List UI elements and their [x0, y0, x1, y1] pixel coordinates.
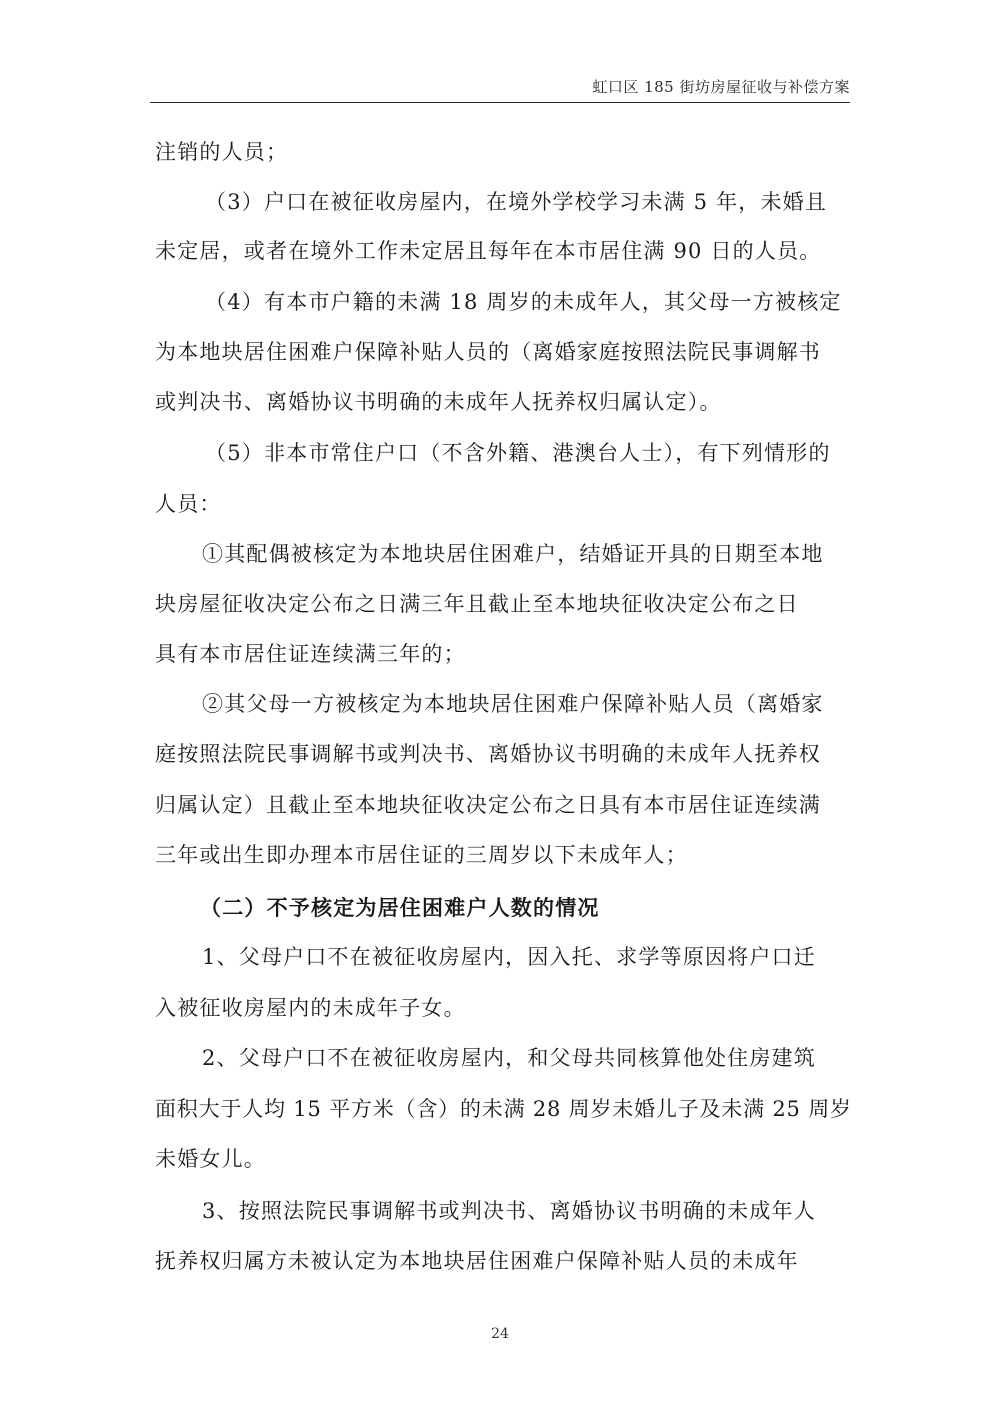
page-header	[150, 72, 850, 100]
text-line: 抚养权归属方未被认定为本地块居住困难户保障补贴人员的未成年	[155, 1249, 799, 1273]
text-line: 人员：	[155, 492, 222, 516]
page-number: 24	[491, 1326, 509, 1342]
text-line: 面积大于人均 15 平方米（含）的未满 28 周岁未婚儿子及未满 25 周岁	[155, 1097, 852, 1121]
text-line: 具有本市居住证连续满三年的；	[155, 642, 466, 666]
text-line: 未定居，或者在境外工作未定居且每年在本市居住满 90 日的人员。	[155, 239, 822, 263]
text-line: （4）有本市户籍的未满 18 周岁的未成年人，其父母一方被核定	[205, 290, 842, 314]
text-line: 1、父母户口不在被征收房屋内，因入托、求学等原因将户口迁	[202, 945, 816, 969]
text-line: 归属认定）且截止至本地块征收决定公布之日具有本市居住证连续满	[155, 793, 821, 817]
text-line: 或判决书、离婚协议书明确的未成年人抚养权归属认定）。	[155, 390, 722, 414]
text-line: 3、按照法院民事调解书或判决书、离婚协议书明确的未成年人	[202, 1199, 816, 1223]
header-title: 虹口区 185 街坊房屋征收与补偿方案	[592, 78, 850, 96]
text-line: 块房屋征收决定公布之日满三年且截止至本地块征收决定公布之日	[155, 592, 799, 616]
text-line: ②其父母一方被核定为本地块居住困难户保障补贴人员（离婚家	[202, 692, 824, 716]
text-line: 为本地块居住困难户保障补贴人员的（离婚家庭按照法院民事调解书	[155, 340, 821, 364]
section-heading: （二）不予核定为居住困难户人数的情况	[200, 895, 600, 920]
text-line: （5）非本市常住户口（不含外籍、港澳台人士），有下列情形的	[205, 441, 831, 465]
text-line: 未婚女儿。	[155, 1147, 266, 1171]
text-line: 入被征收房屋内的未成年子女。	[155, 996, 466, 1020]
text-line: 三年或出生即办理本市居住证的三周岁以下未成年人；	[155, 843, 688, 867]
text-line: （3）户口在被征收房屋内，在境外学校学习未满 5 年，未婚且	[205, 190, 828, 214]
text-line: 注销的人员；	[155, 140, 289, 164]
text-line: 庭按照法院民事调解书或判决书、离婚协议书明确的未成年人抚养权	[155, 742, 821, 766]
header-rule	[150, 102, 850, 103]
text-line: 2、父母户口不在被征收房屋内，和父母共同核算他处住房建筑	[202, 1046, 816, 1070]
text-line: ①其配偶被核定为本地块居住困难户，结婚证开具的日期至本地	[202, 542, 824, 566]
